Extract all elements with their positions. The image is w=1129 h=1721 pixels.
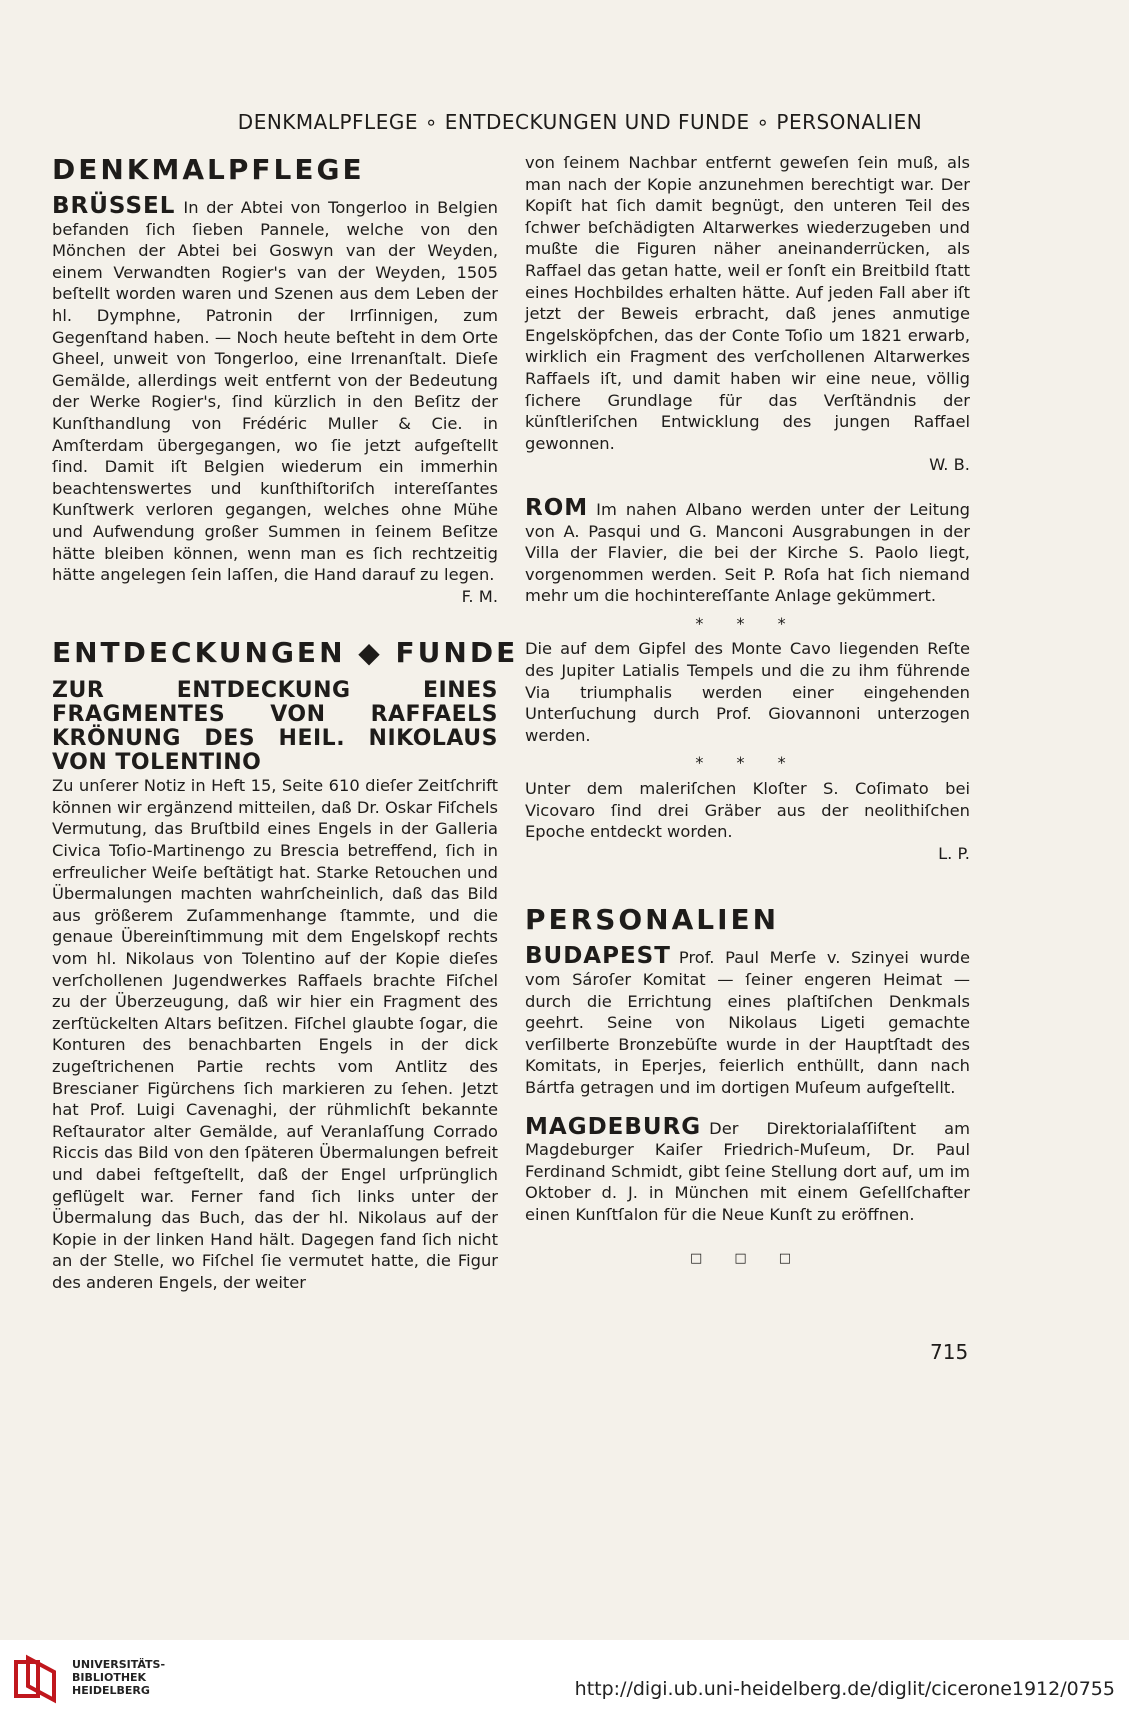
page-number: 715: [930, 1340, 969, 1364]
library-name-line-3: HEIDELBERG: [72, 1684, 150, 1697]
library-name-line-1: UNIVERSITÄTS-: [72, 1658, 166, 1671]
place-heading-rom: ROM: [525, 494, 589, 521]
place-heading-magdeburg: MAGDEBURG: [525, 1113, 702, 1140]
source-url-link[interactable]: http://digi.ub.uni-heidelberg.de/diglit/cicerone1912/0755: [574, 1678, 1115, 1700]
section-title-personalien: PERSONALIEN: [525, 903, 780, 937]
footer-bar: [0, 1640, 1129, 1721]
monte-cavo-paragraph: Die auf dem Gipfel des Monte Cavo liegenden Reſte des Jupiter Latialis Tempels und die zu ihm führende Via triumphalis werden einer eingehenden Unterſuchung durch Prof. Giovannoni unterzogen werden.: [525, 639, 970, 745]
left-column: [52, 152, 519, 1294]
article-subtitle: ZUR ENTDECKUNG EINES FRAGMENTES VON RAFFAELS KRÖNUNG DES HEIL. NIKOLAUS VON TOLENTINO: [52, 678, 498, 776]
section-title-denkmalpflege: DENKMALPFLEGE: [52, 153, 365, 186]
right-column: [525, 152, 970, 1269]
place-heading-brussel: BRÜSSEL: [52, 193, 176, 219]
separator-stars: * * *: [695, 613, 800, 633]
brussel-paragraph: [52, 193, 498, 586]
magdeburg-paragraph: [525, 1113, 970, 1226]
brussel-text: In der Abtei von Tongerloo in Belgien befanden ſich ſieben Pannele, welche von den Mönchen der Abtei bei Goswyn van der Weyden, einem Verwandten Rogier's van der Weyden, 1505 beſtellt worden waren und Szenen aus dem Leben der hl. Dymphne, Patronin der Irrſinnigen, zum Gegenſtand haben. — Noch heute beſteht in dem Orte Gheel, unweit von Tongerloo, eine Irrenanſtalt. Dieſe Gemälde, allerdings weit entfernt von der Bedeutung der Werke Rogier's, ſind kürzlich in den Beſitz der Kunſthandlung von Frédéric Muller & Cie. in Amſterdam übergegangen, wo ſie jetzt aufgeſtellt ſind. Damit iſt Belgien wiederum ein immerhin beachtenswertes und kunſthiſtoriſch intereſſantes Kunſtwerk verloren gegangen, welches ohne Mühe und Aufwendung großer Summen in ſeinem Beſitze hätte bleiben können, wenn man es ſich rechtzeitig hätte angelegen ſein laſſen, die Hand darauf zu legen.: [52, 198, 498, 585]
running-head: DENKMALPFLEGE ∘ ENTDECKUNGEN UND FUNDE ∘ PERSONALIEN: [237, 110, 923, 134]
signature-fm: F. M.: [461, 586, 498, 606]
magdeburg-text: Der Direktorialaſſiſtent am Magdeburger Kaiſer Friedrich-Muſeum, Dr. Paul Ferdinand Schmidt, gibt ſeine Stellung dort auf, um im Oktober d. J. in München mit einem Geſellſchafter einen Kunſtſalon für die Neue Kunſt zu eröffnen.: [525, 1118, 970, 1224]
library-logo-icon[interactable]: [14, 1654, 66, 1706]
rom-text: Im nahen Albano werden unter der Leitung von A. Pasqui und G. Manconi Ausgrabungen in der Villa der Flavier, die bei der Kirche S. Paolo liegt, vorgenommen werden. Seit P. Roſa hat ſich niemand mehr um die hochintereſſante Anlage gekümmert.: [525, 499, 970, 606]
cosimato-paragraph: Unter dem maleriſchen Kloſter S. Coſimato bei Vicovaro ſind drei Gräber aus der neolithiſchen Epoche entdeckt worden.: [525, 779, 970, 842]
end-ornament: □ □ □: [689, 1250, 806, 1266]
library-name: [72, 1658, 165, 1697]
raffael-continuation: von ſeinem Nachbar entfernt geweſen ſein muß, als man nach der Kopie anzunehmen berechtigt war. Der Kopiſt hat ſich damit begnügt, den unteren Teil des ſchwer beſchädigten Altarwerkes wiederzugeben und mußte die Figuren näher aneinanderrücken, als Raffael das getan hatte, weil er ſonſt ein Breitbild ſtatt eines Hochbildes erhalten hätte. Auf jeden Fall aber iſt jetzt der Beweis erbracht, daß jenes anmutige Engelsköpfchen, das der Conte Toſio um 1821 erwarb, wirklich ein Fragment des verſchollenen Altarwerkes Raffaels iſt, und damit haben wir eine neue, völlig ſichere Grundlage für das Verſtändnis der künſtleriſchen Entwicklung des jungen Raffael gewonnen.: [525, 153, 970, 453]
signature-lp: L. P.: [938, 843, 970, 863]
budapest-text: Prof. Paul Merſe v. Szinyei wurde vom Sároſer Komitat — ſeiner engeren Heimat — durch die Errichtung eines plaſtiſchen Denkmals geehrt. Seine von Nikolaus Ligeti gemachte verſilberte Bronzebüſte wurde in der Hauptſtadt des Komitats, in Eperjes, feierlich enthüllt, dann nach Bártfa getragen und im dortigen Muſeum aufgeſtellt.: [525, 948, 970, 1097]
raffael-paragraph: Zu unſerer Notiz in Heft 15, Seite 610 dieſer Zeitſchrift können wir ergänzend mitteilen, daß Dr. Oskar Fiſchels Vermutung, das Bruſtbild eines Engels in der Galleria Civica Toſio-Martinengo zu Brescia betreffend, ſich in erfreulicher Weiſe beſtätigt hat. Starke Retouchen und Übermalungen machten wahrſcheinlich, daß das Bild aus größerem Zuſammenhange ſtammte, und die genaue Übereinſtimmung mit dem Engelskopf rechts vom hl. Nikolaus von Tolentino auf der Kopie dieſes verſchollenen Jugendwerkes Raffaels brachte Fiſchel zu der Überzeugung, daß wir hier ein Fragment des zerſtückelten Altars beſitzen. Fiſchel glaubte ſogar, die Konturen des benachbarten Engels in der dick zugeſtrichenen Partie rechts vom Antlitz des Brescianer Figürchens ſich markieren zu ſehen. Jetzt hat Prof. Luigi Cavenaghi, der rühmlichſt bekannte Reſtaurator alter Gemälde, auf Veranlaſſung Corrado Riccis das Bild von den ſpäteren Übermalungen befreit und dabei feſtgeſtellt, daß der Engel urſprünglich geflügelt war. Ferner fand ſich links unter der Übermalung das Buch, das der hl. Nikolaus auf der Kopie in der linken Hand hält. Dagegen fand ſich nicht an der Stelle, wo Fiſchel ſie vermutet hatte, die Figur des anderen Engels, der weiter: [52, 776, 498, 1292]
separator-stars-2: * * *: [695, 753, 800, 773]
place-heading-budapest: BUDAPEST: [525, 943, 671, 970]
library-name-line-2: BIBLIOTHEK: [72, 1671, 147, 1684]
budapest-paragraph: [525, 943, 970, 1098]
section-title-entdeckungen: ENTDECKUNGEN ◆ FUNDE: [52, 636, 519, 670]
rom-paragraph: [525, 494, 970, 607]
signature-wb: W. B.: [929, 455, 970, 475]
